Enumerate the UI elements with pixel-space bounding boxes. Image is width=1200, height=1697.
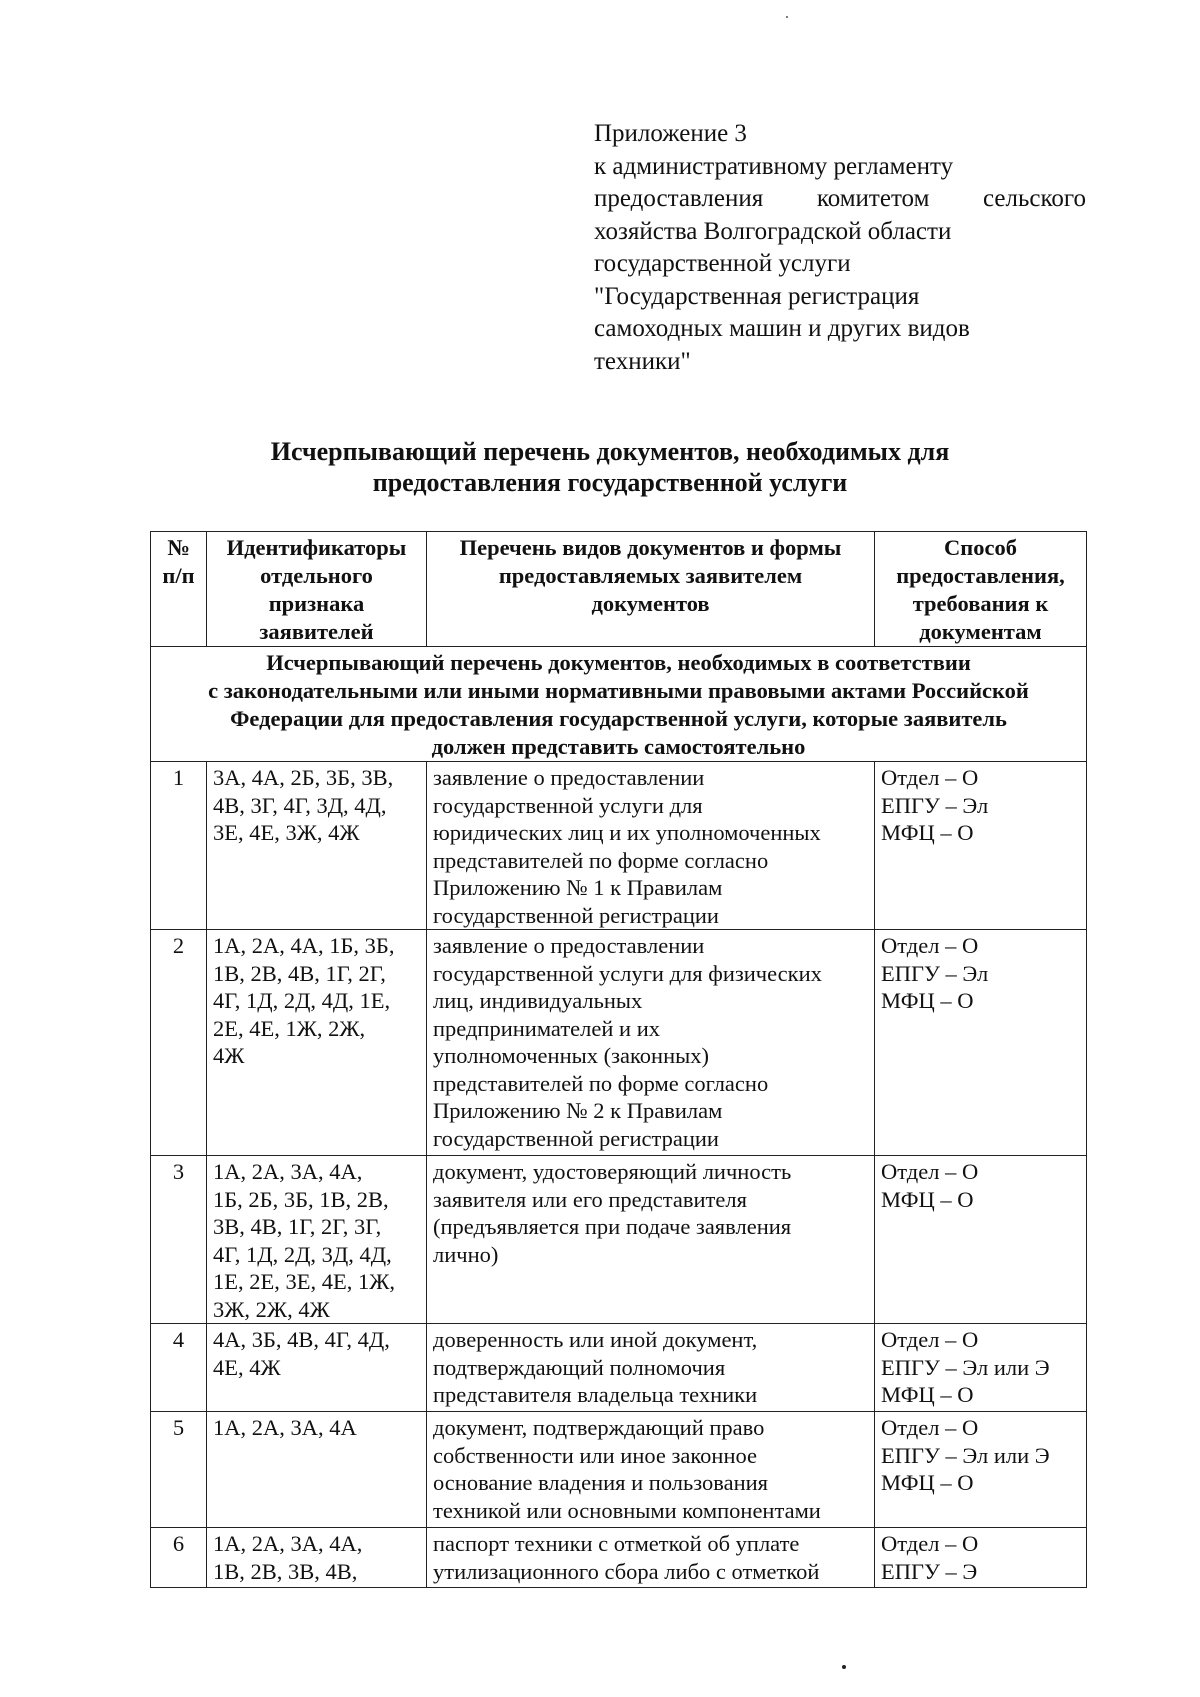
row-number: 3	[151, 1156, 207, 1324]
row-document: документ, подтверждающий право собственности или иное законное основание владения и пользования техникой или основными компонентами	[427, 1412, 875, 1528]
section-title: Исчерпывающий перечень документов, необходимых в соответствии с законодательными или иными нормативными правовыми актами Российской Федерации для предоставления государственной услуги, которые заявитель должен представить самостоятельно	[151, 647, 1087, 762]
row-document: доверенность или иной документ, подтверждающий полномочия представителя владельца техники	[427, 1324, 875, 1412]
row-document: паспорт техники с отметкой об уплате утилизационного сбора либо с отметкой	[427, 1528, 875, 1588]
header-number: № п/п	[151, 532, 207, 647]
row-method: Отдел – О ЕПГУ – Эл или Э МФЦ – О	[875, 1412, 1087, 1528]
table-row	[151, 1324, 1087, 1412]
document-title-line: Исчерпывающий перечень документов, необходимых для	[270, 437, 950, 466]
row-document: заявление о предоставлении государственной услуги для юридических лиц и их уполномоченных представителей по форме согласно Приложению № 1 к Правилам государственной регистрации	[427, 762, 875, 930]
appendix-header	[594, 118, 1094, 378]
table-row	[151, 1412, 1087, 1528]
appendix-line: предоставления комитетом сельского	[594, 185, 1086, 212]
header-documents: Перечень видов документов и формы предоставляемых заявителем документов	[427, 532, 875, 647]
appendix-line: "Государственная регистрация	[594, 282, 920, 310]
row-number: 4	[151, 1324, 207, 1412]
row-identifiers: 3А, 4А, 2Б, 3Б, 3В, 4В, 3Г, 4Г, 3Д, 4Д, 3Е, 4Е, 3Ж, 4Ж	[207, 762, 427, 930]
row-identifiers: 1А, 2А, 4А, 1Б, 3Б, 1В, 2В, 4В, 1Г, 2Г, 4Г, 1Д, 2Д, 4Д, 1Е, 2Е, 4Е, 1Ж, 2Ж, 4Ж	[207, 930, 427, 1156]
row-identifiers: 1А, 2А, 3А, 4А, 1Б, 2Б, 3Б, 1В, 2В, 3В, 4В, 1Г, 2Г, 3Г, 4Г, 1Д, 2Д, 3Д, 4Д, 1Е, 2Е, 3Е, 4Е, 1Ж, 3Ж, 2Ж, 4Ж	[207, 1156, 427, 1324]
table-row	[151, 1528, 1087, 1588]
row-identifiers: 1А, 2А, 3А, 4А	[207, 1412, 427, 1528]
table-row	[151, 762, 1087, 930]
row-number: 5	[151, 1412, 207, 1528]
appendix-line: техники"	[594, 347, 691, 375]
section-row	[151, 647, 1087, 762]
appendix-line: государственной услуги	[594, 250, 851, 277]
table-row	[151, 1156, 1087, 1324]
appendix-line: хозяйства Волгоградской области	[594, 217, 952, 245]
appendix-line: Приложение 3	[594, 120, 747, 147]
row-number: 6	[151, 1528, 207, 1588]
appendix-line: самоходных машин и других видов	[594, 315, 970, 342]
document-title-line: предоставления государственной услуги	[372, 468, 848, 497]
row-method: Отдел – О ЕПГУ – Эл МФЦ – О	[875, 930, 1087, 1156]
row-method: Отдел – О МФЦ – О	[875, 1156, 1087, 1324]
scan-speck-top	[786, 16, 788, 18]
document-title	[150, 436, 1070, 498]
header-identifiers: Идентификаторы отдельного признака заявителей	[207, 532, 427, 647]
documents-table	[150, 531, 1087, 1588]
row-document: заявление о предоставлении государственной услуги для физических лиц, индивидуальных предпринимателей и их уполномоченных (законных) представителей по форме согласно Приложению № 2 к Правилам государственной регистрации	[427, 930, 875, 1156]
header-method: Способ предоставления, требования к документам	[875, 532, 1087, 647]
row-method: Отдел – О ЕПГУ – Эл МФЦ – О	[875, 762, 1087, 930]
row-identifiers: 4А, 3Б, 4В, 4Г, 4Д, 4Е, 4Ж	[207, 1324, 427, 1412]
scan-speck-bottom	[842, 1665, 846, 1669]
table-header-row	[151, 532, 1087, 647]
row-number: 1	[151, 762, 207, 930]
row-document: документ, удостоверяющий личность заявителя или его представителя (предъявляется при подаче заявления лично)	[427, 1156, 875, 1324]
row-identifiers: 1А, 2А, 3А, 4А, 1В, 2В, 3В, 4В,	[207, 1528, 427, 1588]
row-number: 2	[151, 930, 207, 1156]
appendix-line: к административному регламенту	[594, 152, 954, 180]
row-method: Отдел – О ЕПГУ – Эл или Э МФЦ – О	[875, 1324, 1087, 1412]
table-row	[151, 930, 1087, 1156]
row-method: Отдел – О ЕПГУ – Э	[875, 1528, 1087, 1588]
